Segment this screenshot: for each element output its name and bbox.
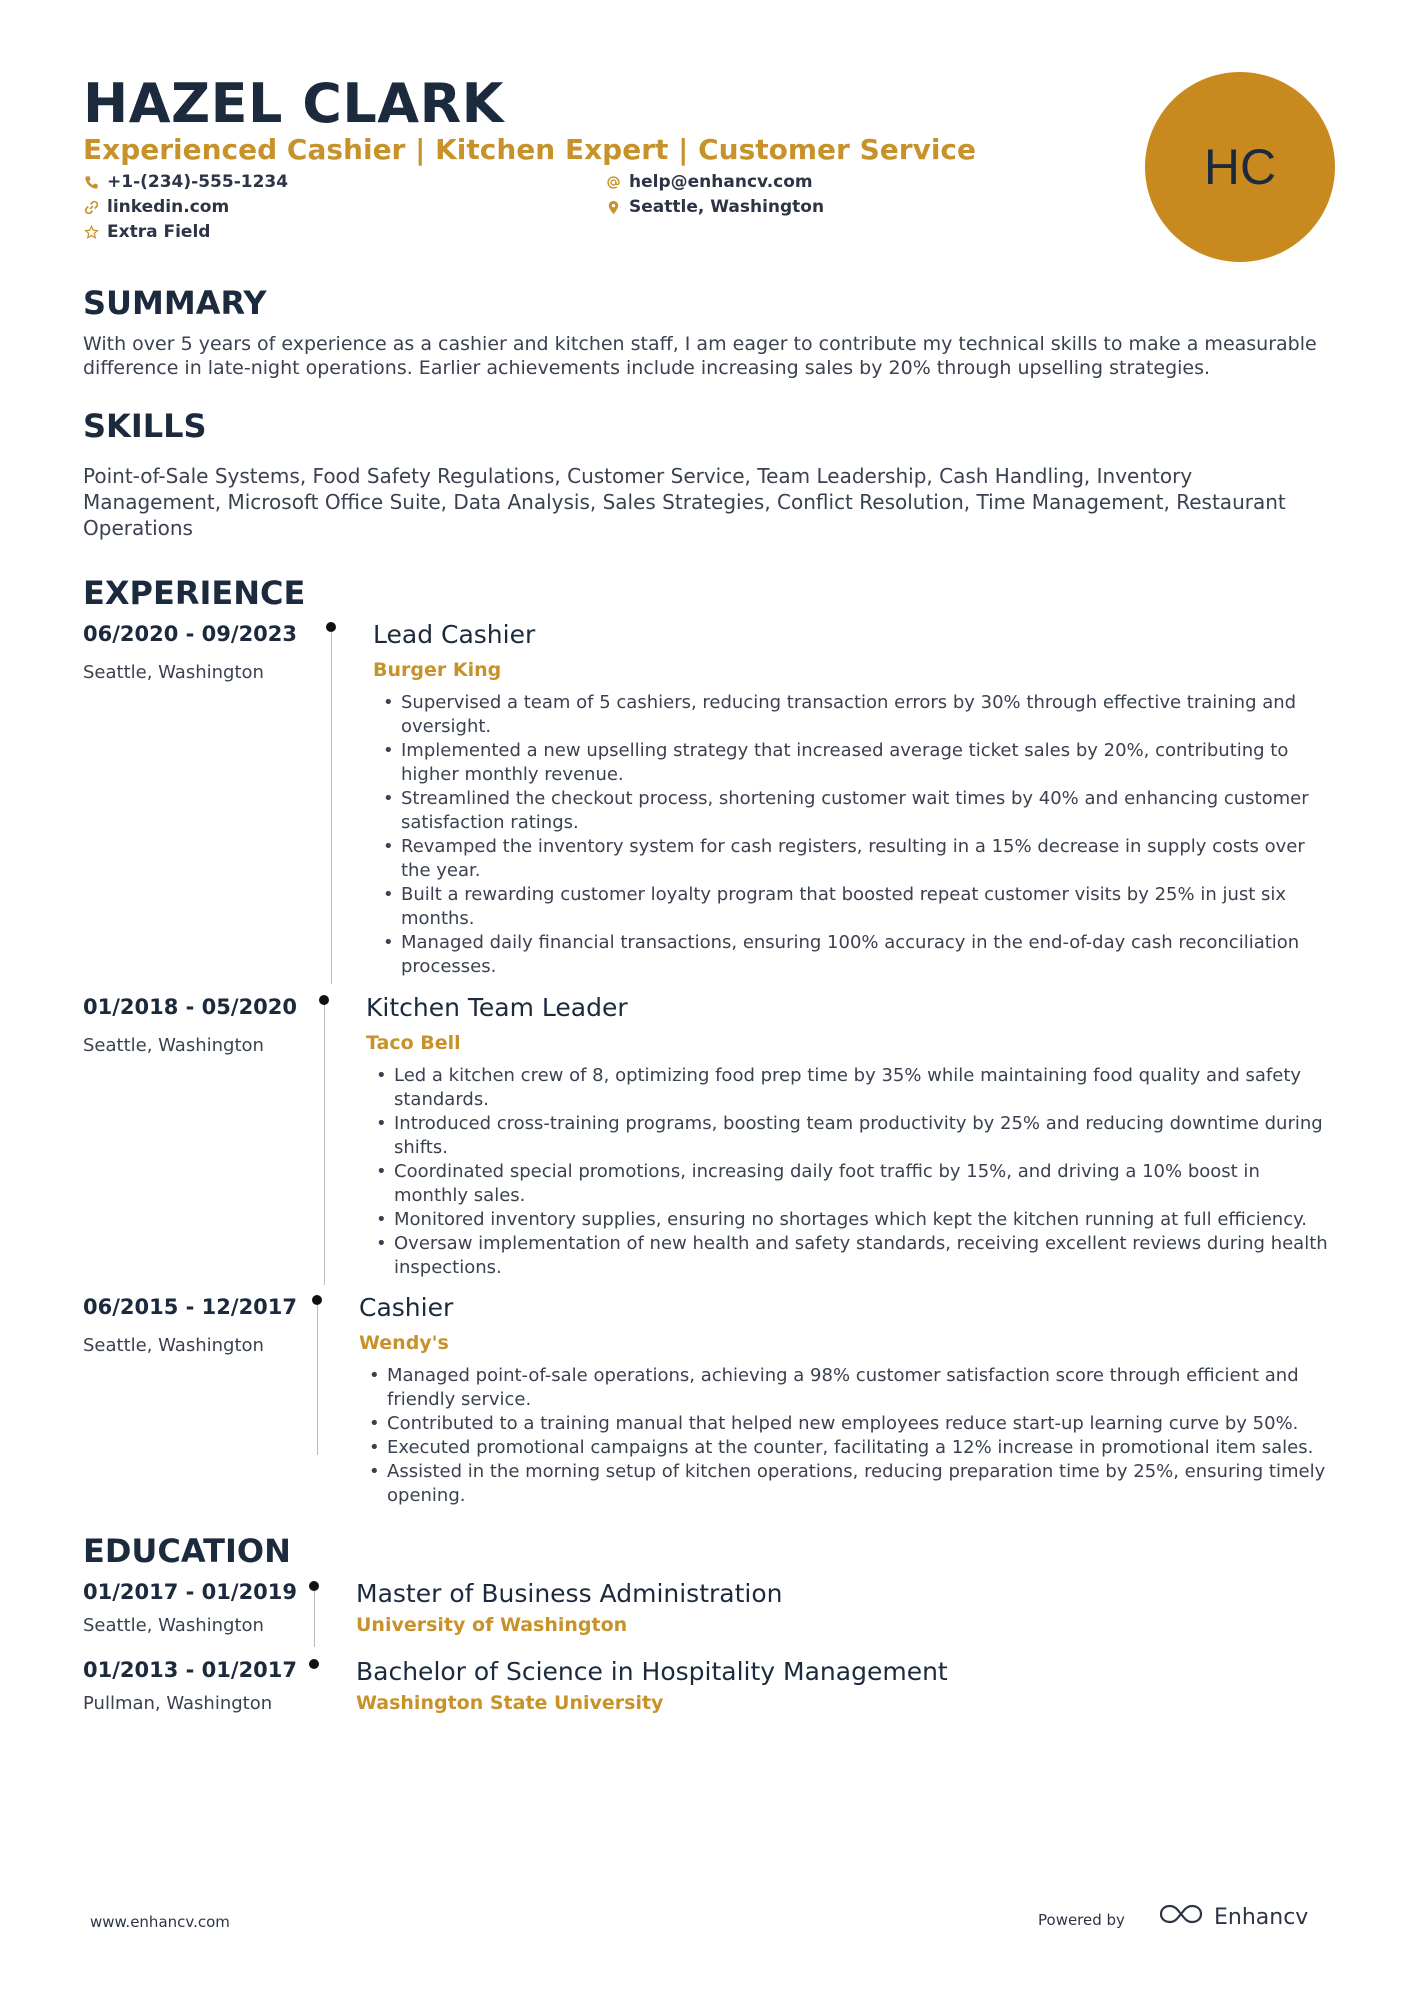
- job-role: Kitchen Team Leader: [366, 993, 628, 1022]
- edu-dates: 01/2013 - 01/2017: [83, 1658, 298, 1682]
- location-pin-icon: [605, 199, 621, 215]
- list-item: • Introduced cross-training programs, boosting team productivity by 25% and reducing downtime during shifts.: [374, 1112, 1331, 1160]
- edu-location: Pullman, Washington: [83, 1693, 273, 1714]
- contact-email[interactable]: [605, 172, 813, 192]
- timeline-line: [331, 632, 332, 984]
- summary-heading: SUMMARY: [83, 284, 267, 322]
- contact-linkedin[interactable]: [83, 197, 229, 217]
- job-role: Cashier: [359, 1293, 454, 1322]
- list-item: • Led a kitchen crew of 8, optimizing food prep time by 35% while maintaining food quality and safety standards.: [374, 1064, 1331, 1112]
- summary-text: With over 5 years of experience as a cashier and kitchen staff, I am eager to contribute my technical skills to make a measurable difference in late-night operations. Earlier achievements include increasing sales by 20% through upselling strategies.: [83, 333, 1317, 379]
- candidate-tagline: Experienced Cashier | Kitchen Expert | Customer Service: [83, 133, 977, 166]
- infinity-logo-icon: [1158, 1902, 1204, 1932]
- job-bullets: [381, 691, 1331, 979]
- list-item: • Executed promotional campaigns at the counter, facilitating a 12% increase in promotional item sales.: [367, 1436, 1331, 1460]
- timeline-line: [324, 1005, 325, 1285]
- location-text: Seattle, Washington: [629, 197, 825, 217]
- job-location: Seattle, Washington: [83, 1035, 264, 1056]
- job-dates: 06/2015 - 12/2017: [83, 1295, 298, 1319]
- job-bullets: [367, 1364, 1331, 1508]
- edu-location: Seattle, Washington: [83, 1615, 264, 1636]
- list-item: • Streamlined the checkout process, shortening customer wait times by 40% and enhancing customer satisfaction ratings.: [381, 787, 1331, 835]
- job-company: Wendy's: [359, 1332, 449, 1354]
- edu-degree: Master of Business Administration: [356, 1579, 783, 1608]
- contact-location: [605, 197, 824, 217]
- job-company: Taco Bell: [366, 1032, 461, 1054]
- timeline-line: [314, 1591, 315, 1647]
- list-item: • Supervised a team of 5 cashiers, reducing transaction errors by 30% through effective training and oversight.: [381, 691, 1331, 739]
- experience-heading: EXPERIENCE: [83, 574, 306, 612]
- job-location: Seattle, Washington: [83, 1335, 264, 1356]
- list-item: • Revamped the inventory system for cash registers, resulting in a 15% decrease in supply costs over the year.: [381, 835, 1331, 883]
- phone-text: +1-(234)-555-1234: [107, 172, 289, 192]
- timeline-dot: [312, 1295, 322, 1305]
- list-item: • Assisted in the morning setup of kitchen operations, reducing preparation time by 25%, ensuring timely opening.: [367, 1460, 1331, 1508]
- list-item: • Contributed to a training manual that helped new employees reduce start-up learning curve by 50%.: [367, 1412, 1331, 1436]
- star-icon: [83, 224, 99, 240]
- phone-icon: [83, 174, 99, 190]
- linkedin-text: linkedin.com: [107, 197, 230, 217]
- skills-heading: SKILLS: [83, 407, 207, 445]
- timeline-dot: [319, 995, 329, 1005]
- email-text: help@enhancv.com: [629, 172, 813, 192]
- job-role: Lead Cashier: [373, 620, 536, 649]
- timeline-line: [317, 1305, 318, 1455]
- edu-degree: Bachelor of Science in Hospitality Management: [356, 1657, 948, 1686]
- job-dates: 01/2018 - 05/2020: [83, 995, 298, 1019]
- education-heading: EDUCATION: [83, 1532, 291, 1570]
- list-item: • Managed point-of-sale operations, achieving a 98% customer satisfaction score through efficient and friendly service.: [367, 1364, 1331, 1412]
- avatar-initials: HC: [1203, 139, 1277, 195]
- list-item: • Coordinated special promotions, increasing daily foot traffic by 15%, and driving a 10% boost in monthly sales.: [374, 1160, 1331, 1208]
- powered-by-label: Powered by: [1038, 1911, 1125, 1929]
- list-item: • Oversaw implementation of new health and safety standards, receiving excellent reviews during health inspections.: [374, 1232, 1331, 1280]
- timeline-dot: [309, 1659, 319, 1669]
- candidate-name: HAZEL CLARK: [83, 72, 504, 135]
- job-location: Seattle, Washington: [83, 662, 264, 683]
- edu-school: University of Washington: [356, 1614, 628, 1636]
- timeline-dot: [326, 622, 336, 632]
- brand-name: Enhancv: [1214, 1904, 1309, 1930]
- job-company: Burger King: [373, 659, 502, 681]
- list-item: • Monitored inventory supplies, ensuring no shortages which kept the kitchen running at full efficiency.: [374, 1208, 1331, 1232]
- extra-field-text: Extra Field: [107, 222, 211, 242]
- footer-url[interactable]: www.enhancv.com: [90, 1913, 230, 1931]
- timeline-dot: [309, 1581, 319, 1591]
- edu-school: Washington State University: [356, 1692, 664, 1714]
- enhancv-logo[interactable]: [1158, 1902, 1308, 1932]
- job-bullets: [374, 1064, 1331, 1280]
- link-icon: [83, 199, 99, 215]
- skills-text: Point-of-Sale Systems, Food Safety Regulations, Customer Service, Team Leadership, Cash Handling, Inventory Management, Microsoft Office Suite, Data Analysis, Sales Strategies, Conflict Resolution, Time Management, Restaurant Operations: [83, 464, 1286, 540]
- contact-phone[interactable]: [83, 172, 288, 192]
- avatar: [1145, 72, 1335, 262]
- list-item: • Built a rewarding customer loyalty program that boosted repeat customer visits by 25% in just six months.: [381, 883, 1331, 931]
- contact-extra: [83, 222, 210, 242]
- at-icon: [605, 174, 621, 190]
- list-item: • Implemented a new upselling strategy that increased average ticket sales by 20%, contributing to higher monthly revenue.: [381, 739, 1331, 787]
- job-dates: 06/2020 - 09/2023: [83, 622, 298, 646]
- list-item: • Managed daily financial transactions, ensuring 100% accuracy in the end-of-day cash reconciliation processes.: [381, 931, 1331, 979]
- edu-dates: 01/2017 - 01/2019: [83, 1580, 298, 1604]
